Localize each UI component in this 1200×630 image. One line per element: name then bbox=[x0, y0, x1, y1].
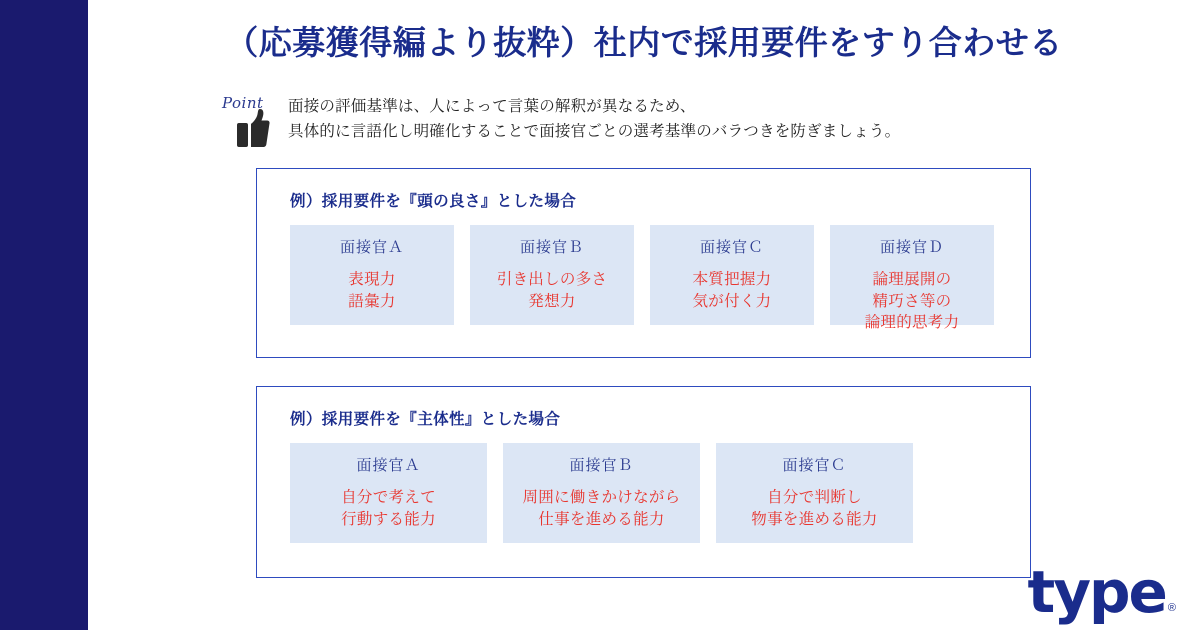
example-1-heading: 例）採用要件を『頭の良さ』とした場合 bbox=[290, 193, 577, 210]
interviewer-card bbox=[830, 225, 994, 332]
interviewer-card-body: 周囲に働きかけながら 仕事を進める能力 bbox=[522, 489, 681, 529]
point-label: Point bbox=[222, 94, 264, 112]
example-1-cards bbox=[290, 225, 994, 332]
interviewer-card-body: 表現力 語彙力 bbox=[348, 271, 396, 311]
example-box-1 bbox=[256, 168, 1031, 358]
left-accent-bar bbox=[0, 0, 88, 630]
interviewer-card bbox=[650, 225, 814, 325]
interviewer-card-title: 面接官Ｂ bbox=[519, 239, 584, 256]
registered-mark-icon: ® bbox=[1167, 602, 1176, 614]
interviewer-card-title: 面接官Ｃ bbox=[782, 457, 847, 474]
point-text-line-2: 具体的に言語化し明確化することで面接官ごとの選考基準のバラつきを防ぎましょう。 bbox=[288, 123, 901, 141]
interviewer-card bbox=[290, 225, 454, 325]
interviewer-card-body: 本質把握力 気が付く力 bbox=[692, 271, 772, 311]
interviewer-card-body: 論理展開の 精巧さ等の 論理的思考力 bbox=[864, 271, 960, 332]
interviewer-card bbox=[470, 225, 634, 325]
type-logo-text: type bbox=[1027, 557, 1166, 626]
interviewer-card bbox=[716, 443, 913, 543]
example-2-cards bbox=[290, 443, 913, 543]
type-logo bbox=[1027, 557, 1177, 626]
point-mark bbox=[218, 94, 284, 152]
example-box-2 bbox=[256, 386, 1031, 578]
point-text bbox=[288, 94, 900, 144]
interviewer-card bbox=[290, 443, 487, 543]
interviewer-card bbox=[503, 443, 700, 543]
interviewer-card-title: 面接官Ｄ bbox=[879, 239, 944, 256]
page-title: （応募獲得編より抜粋）社内で採用要件をすり合わせる bbox=[225, 24, 1063, 61]
interviewer-card-title: 面接官Ａ bbox=[339, 239, 404, 256]
example-2-heading: 例）採用要件を『主体性』とした場合 bbox=[290, 411, 561, 428]
interviewer-card-body: 自分で考えて 行動する能力 bbox=[341, 489, 436, 529]
interviewer-card-body: 引き出しの多さ 発想力 bbox=[496, 271, 608, 311]
point-text-line-1: 面接の評価基準は、人によって言葉の解釈が異なるため、 bbox=[288, 98, 696, 115]
interviewer-card-title: 面接官Ｃ bbox=[699, 239, 764, 256]
thumbs-up-icon bbox=[236, 108, 270, 153]
interviewer-card-title: 面接官Ｂ bbox=[569, 457, 634, 474]
point-callout bbox=[218, 94, 1058, 152]
interviewer-card-title: 面接官Ａ bbox=[356, 457, 421, 474]
interviewer-card-body: 自分で判断し 物事を進める能力 bbox=[751, 489, 878, 529]
